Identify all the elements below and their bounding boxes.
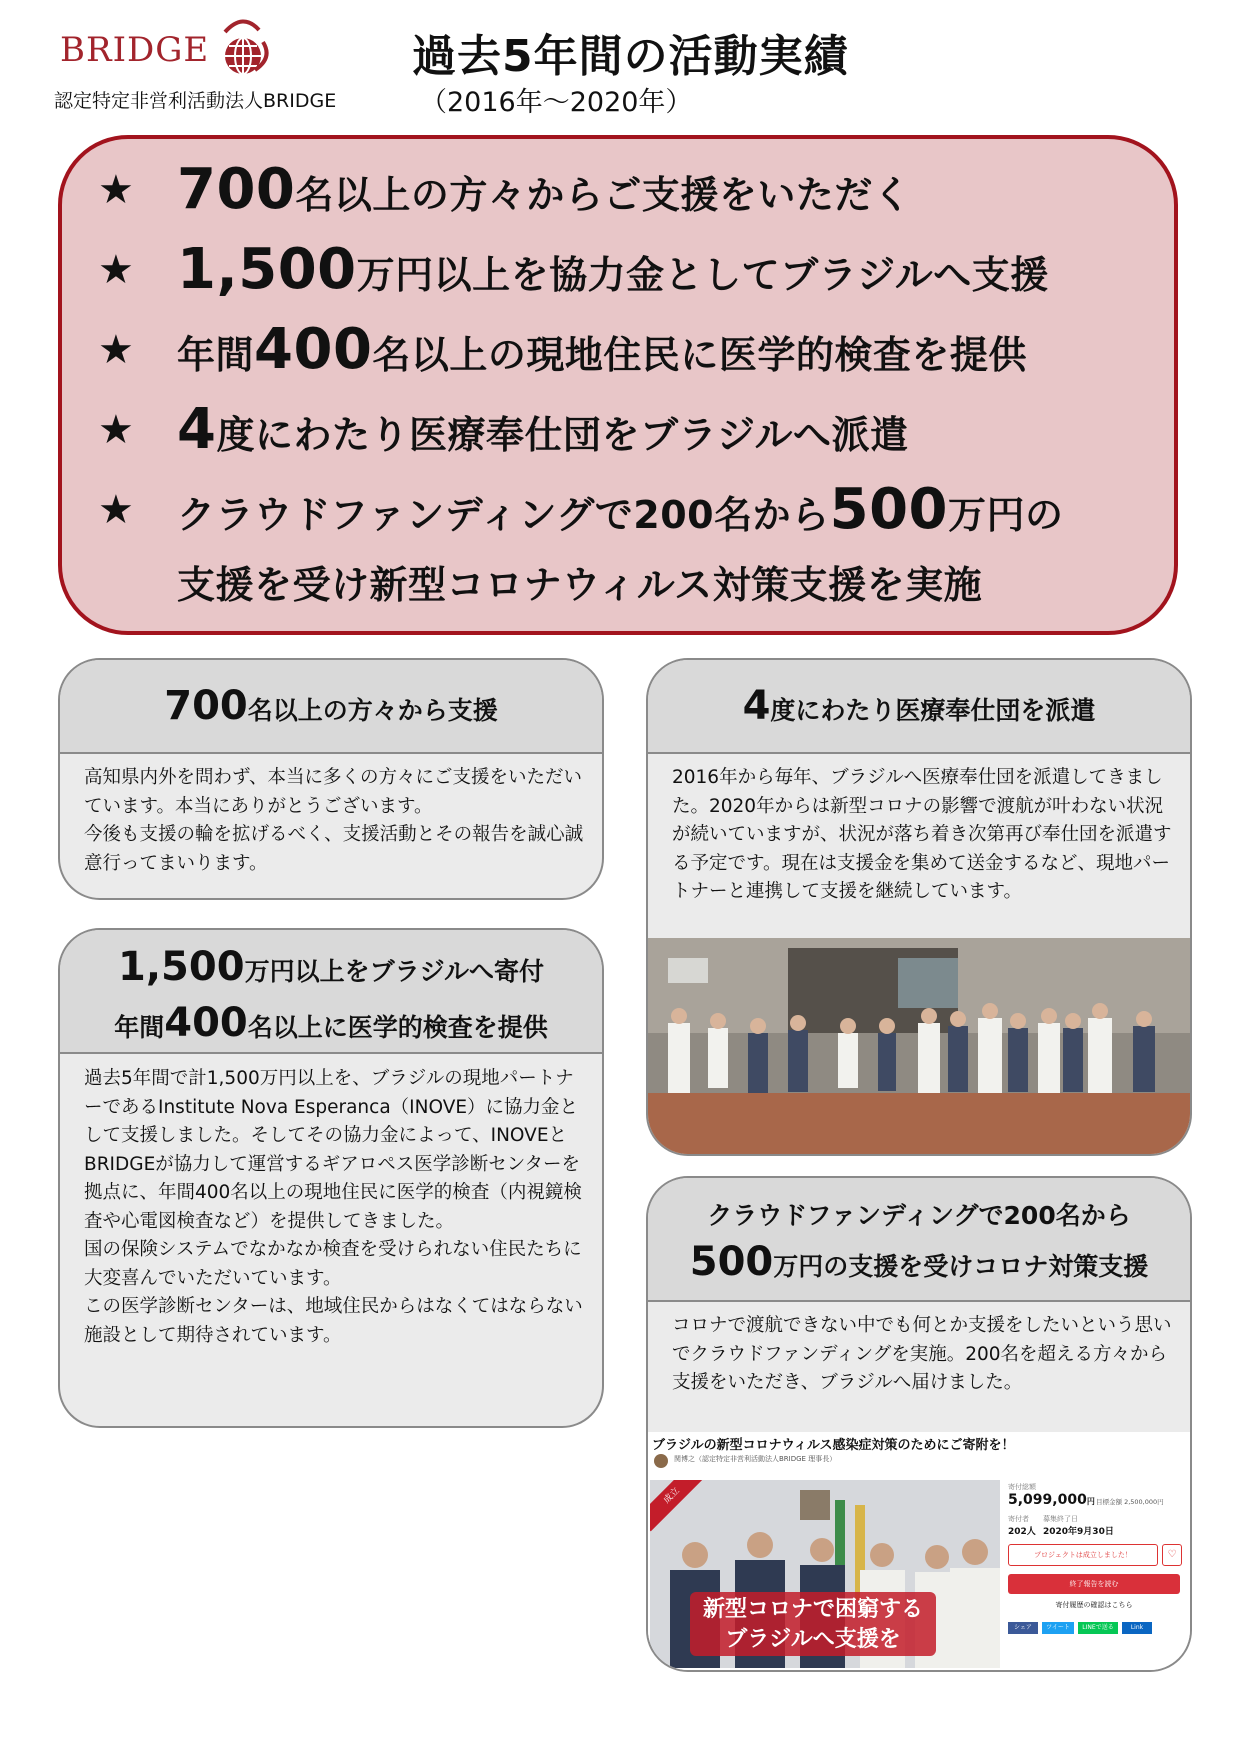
card-title: 万円以上をブラジルへ寄付: [244, 957, 544, 986]
card-title: クラウドファンディングで200名から: [707, 1201, 1131, 1230]
share-link-button[interactable]: Link: [1122, 1622, 1152, 1634]
highlight-number: 500: [829, 477, 949, 542]
card-supporters: [58, 658, 604, 900]
card-header: [648, 1178, 1190, 1302]
card-funding: [58, 928, 604, 1428]
card-paragraph: 国の保険システムでなかなか検査を受けられない住民たちに大変喜んでいただいています。: [84, 1239, 582, 1289]
card-paragraph: この医学診断センターは、地域住民からはなくてはならない施設として期待されています。: [84, 1296, 583, 1346]
star-icon: ★: [98, 487, 134, 533]
card-paragraph: 高知県内外を問わず、本当に多くの方々にご支援をいただいています。本当にありがとうございます。: [84, 767, 583, 817]
highlight-text: 名以上の現地住民に医学的検査を提供: [372, 333, 1027, 377]
star-icon: ★: [98, 247, 134, 293]
group-photo: [648, 938, 1192, 1156]
cf-total-label: 寄付総額: [1008, 1483, 1036, 1491]
organization-name: 認定特定非営利活動法人BRIDGE: [54, 90, 337, 112]
highlight-text: 万円の: [948, 493, 1064, 537]
highlight-number: 700: [177, 157, 296, 222]
card-body: [672, 1312, 1172, 1398]
share-facebook-button[interactable]: シェア: [1008, 1622, 1038, 1634]
logo-wordmark: BRIDGE: [60, 30, 210, 70]
cf-end-value: 2020年9月30日: [1043, 1527, 1114, 1537]
period-subtitle: （2016年～2020年）: [420, 87, 693, 118]
highlight-text: 度にわたり医療奉仕団をブラジルへ派遣: [216, 413, 909, 457]
cf-total-unit: 円: [1086, 1497, 1095, 1506]
page-title: 過去5年間の活動実績: [412, 31, 849, 82]
card-paragraph: 今後も支援の輪を拡げるべく、支援活動とその報告を誠心誠意行ってまいります。: [84, 824, 584, 874]
star-icon: ★: [98, 407, 134, 453]
card-body: [672, 764, 1172, 907]
cf-end-label: 募集終了日: [1043, 1515, 1078, 1523]
card-number: 500: [689, 1239, 774, 1285]
cf-report-button[interactable]: 終了報告を読む: [1008, 1574, 1180, 1594]
card-body: [84, 764, 584, 878]
highlight-number: 4: [177, 397, 217, 462]
card-number: 1,500: [118, 944, 245, 990]
highlight-text: 名以上の方々からご支援をいただく: [295, 173, 912, 217]
highlight-text: 支援を受け新型コロナウィルス対策支援を実施: [177, 563, 983, 607]
cf-photo: [650, 1480, 1000, 1668]
highlight-text: 年間: [177, 333, 255, 377]
card-missions: [646, 658, 1192, 1156]
card-header: [60, 660, 602, 754]
card-number: 4: [742, 683, 771, 729]
share-twitter-button[interactable]: ツイート: [1042, 1622, 1074, 1634]
star-icon: ★: [98, 167, 134, 213]
card-title: 名以上に医学的検査を提供: [247, 1013, 548, 1042]
card-paragraph: 2016年から毎年、ブラジルへ医療奉仕団を派遣してきました。2020年からは新型コロナの影響で渡航が叶わない状況が続いていますが、状況が落ち着き次第再び奉仕団を派遣する予定です。現在は支援金を集めて送金するなど、現地パートナーと連携して支援を継続しています。: [672, 767, 1172, 902]
cf-overlay-line: 新型コロナで困窮する: [702, 1597, 923, 1622]
heart-icon[interactable]: ♡: [1162, 1544, 1182, 1566]
cf-headline: ブラジルの新型コロナウィルス感染症対策のためにご寄附を！: [652, 1438, 1015, 1453]
cf-donors-label: 寄付者: [1008, 1515, 1029, 1523]
cf-goal: 目標金額 2,500,000円: [1096, 1498, 1164, 1506]
star-icon: ★: [98, 327, 134, 373]
highlights-box: [58, 135, 1178, 635]
cf-badge: 成立: [650, 1480, 707, 1531]
card-header: [60, 930, 602, 1054]
cf-overlay-caption: [690, 1592, 936, 1656]
card-title: 度にわたり医療奉仕団を派遣: [770, 696, 1096, 725]
cf-history-link[interactable]: 寄付履歴の確認はこちら: [1055, 1601, 1133, 1609]
cf-total-value: 5,099,000: [1008, 1492, 1087, 1508]
card-number: 400: [164, 1000, 248, 1046]
card-header: [648, 660, 1190, 754]
highlight-text: 万円以上を協力金としてブラジルへ支援: [356, 253, 1049, 297]
card-title: 年間: [114, 1013, 165, 1042]
highlight-text: クラウドファンディングで200名から: [177, 493, 830, 537]
card-paragraph: コロナで渡航できない中でも何とか支援をしたいという思いでクラウドファンディングを実施。200名を超える方々から支援をいただき、ブラジルへ届けました。: [672, 1315, 1172, 1393]
crowdfunding-screenshot: [648, 1432, 1190, 1670]
card-paragraph: 過去5年間で計1,500万円以上を、ブラジルの現地パートナーであるInstitute Nova Esperanca（INOVE）に協力金として支援しました。そしてその協力金によって、INOVEとBRIDGEが協力して運営するギアロペス医学診断センターを拠点に、年間400名以上の現地住民に医学的検査（内視鏡検査や心電図検査など）を提供してきました。: [84, 1068, 582, 1232]
cf-author: 関博之（認定特定非営利活動法人BRIDGE 理事長）: [674, 1455, 837, 1463]
card-title: 万円の支援を受けコロナ対策支援: [773, 1252, 1149, 1281]
card-body: [84, 1065, 584, 1350]
cf-total: [1008, 1492, 1095, 1508]
share-line-button[interactable]: LINEで送る: [1078, 1622, 1118, 1634]
card-number: 700: [164, 683, 248, 729]
avatar: [654, 1454, 668, 1468]
cf-donors-value: 202人: [1008, 1527, 1036, 1537]
highlight-number: 400: [254, 317, 373, 382]
globe-icon: [215, 18, 273, 82]
cf-overlay-line: ブラジルへ支援を: [725, 1627, 901, 1652]
card-title: 名以上の方々から支援: [247, 696, 498, 725]
cf-status-button[interactable]: プロジェクトは成立しました！: [1008, 1544, 1158, 1566]
highlight-number: 1,500: [177, 237, 357, 302]
